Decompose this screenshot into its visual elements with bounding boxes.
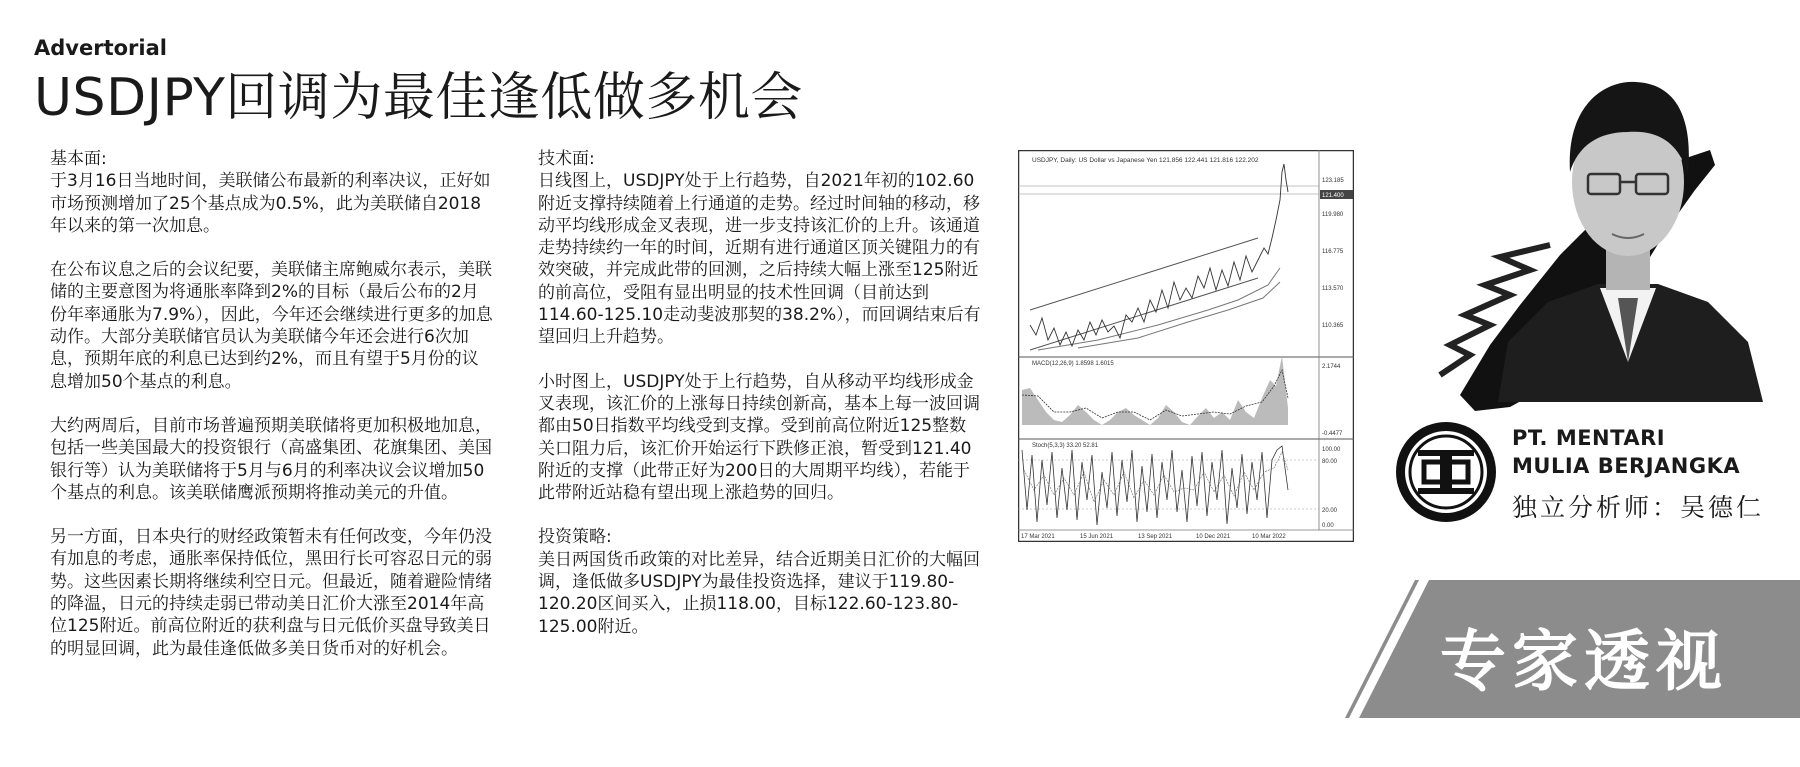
stoch-tick: 20.00 bbox=[1322, 508, 1338, 514]
strategy-heading: 投资策略: bbox=[538, 527, 612, 548]
technical-column bbox=[538, 148, 983, 660]
fundamentals-paragraph: 于3月16日当地时间，美联储公布最新的利率决议，正好如市场预测增加了25个基点成为0.5%，此为美联储自2018年以来的第一次加息。 bbox=[50, 171, 491, 236]
date-label: 10 Mar 2022 bbox=[1252, 534, 1286, 540]
fundamentals-paragraph: 在公布议息之后的会议纪要，美联储主席鲍威尔表示，美联储的主要意图为将通胀率降到2%的目标（最后公布的2月份年率通胀为7.9%），因此，今年还会继续进行更多的加息动作。大部分美联储官员认为美联储今年还会进行6次加息，预期年底的利息已达到约2%，而且有望于5月份的议息增加50个基点的利息。 bbox=[50, 260, 493, 392]
stoch-tick: 80.00 bbox=[1322, 459, 1338, 465]
chart-caption: USDJPY, Daily: US Dollar vs Japanese Yen 121.856 122.441 121.816 122.202 bbox=[1032, 157, 1259, 164]
macd-label: MACD(12,26,9) 1.8598 1.6015 bbox=[1032, 361, 1114, 367]
date-label: 13 Sep 2021 bbox=[1138, 534, 1173, 540]
fundamentals-paragraph: 大约两周后，目前市场普遍预期美联储将更加积极地加息，包括一些美国最大的投资银行（高盛集团、花旗集团、美国银行等）认为美联储将于5月与6月的利率决议会议增加50个基点的利息。该美联储鹰派预期将推动美元的升值。 bbox=[50, 415, 492, 503]
fundamentals-heading: 基本面: bbox=[50, 149, 107, 169]
technical-heading: 技术面: bbox=[538, 149, 595, 169]
price-tick: 110.365 bbox=[1322, 323, 1344, 329]
technical-paragraph: 小时图上，USDJPY处于上行趋势，自从移动平均线形成金叉表现，该汇价的上涨每日持续创新高，基本上每一波回调都由50日指数平均线受到支撑。受到前高位附近125整数关口阻力后，该汇价开始运行下跌修正浪，暂受到121.40附近的支撑（此带正好为200日的大周期平均线），若能于此带附近站稳有望出现上涨趋势的回归。 bbox=[538, 371, 980, 504]
price-tick: 116.775 bbox=[1322, 249, 1344, 255]
expert-view-banner-text: 专家透视 bbox=[1440, 622, 1728, 700]
usdjpy-chart bbox=[1018, 150, 1354, 542]
analyst-name: 独立分析师：吴德仁 bbox=[1512, 493, 1765, 522]
technical-paragraph: 日线图上，USDJPY处于上行趋势，自2021年初的102.60附近支撑持续随着上行通道的走势。经过时间轴的移动，移动平均线形成金叉表现，进一步支持该汇价的上升。该通道走势持续约一年的时间，近期有进行通道区顶关键阻力的有效突破，并完成此带的回测，之后持续大幅上涨至125附近的前高位，受阻有显出明显的技术性回调（目前达到114.60-125.10走动斐波那契的38.2%），而回调结束后有望回归上升趋势。 bbox=[538, 171, 981, 348]
headline: USDJPY回调为最佳逢低做多机会 bbox=[34, 68, 803, 128]
firm-name-line1: PT. MENTARI bbox=[1512, 426, 1666, 450]
strategy-paragraph: 美日两国货币政策的对比差异，结合近期美日汇价的大幅回调，逢低做多USDJPY为最佳投资选择，建议于119.80-120.20区间买入，止损118.00，目标122.60-123.80-125.00附近。 bbox=[538, 549, 980, 637]
price-tick: 113.570 bbox=[1322, 286, 1344, 292]
stoch-tick: 0.00 bbox=[1322, 523, 1334, 529]
firm-name-line2: MULIA BERJANGKA bbox=[1512, 454, 1741, 478]
analyst-portrait bbox=[1478, 62, 1778, 402]
date-label: 10 Dec 2021 bbox=[1196, 534, 1231, 540]
price-tick: 119.980 bbox=[1322, 212, 1344, 218]
stoch-label: Stoch(5,3,3) 33.20 52.81 bbox=[1032, 443, 1099, 449]
date-label: 17 Mar 2021 bbox=[1021, 534, 1055, 540]
stoch-tick: 100.00 bbox=[1322, 447, 1341, 453]
price-tick: 121.400 bbox=[1322, 193, 1344, 199]
company-logo-icon bbox=[1394, 420, 1498, 524]
macd-tick: -0.4477 bbox=[1322, 431, 1343, 437]
macd-tick: 2.1744 bbox=[1322, 364, 1341, 370]
fundamentals-paragraph: 另一方面，日本央行的财经政策暂未有任何改变，今年仍没有加息的考虑，通胀率保持低位，黑田行长可容忍日元的弱势。这些因素长期将继续利空日元。但最近，随着避险情绪的降温，日元的持续走弱已带动美日汇价大涨至2014年高位125附近。前高位附近的获利盘与日元低价买盘导致美日的明显回调，此为最佳逢低做多美日货币对的好机会。 bbox=[50, 527, 492, 659]
date-label: 15 Jun 2021 bbox=[1080, 534, 1114, 540]
firm-name bbox=[1512, 424, 1740, 480]
advertorial-tag: Advertorial bbox=[34, 36, 167, 60]
price-tick: 123.185 bbox=[1322, 178, 1344, 184]
fundamentals-column bbox=[50, 148, 495, 682]
